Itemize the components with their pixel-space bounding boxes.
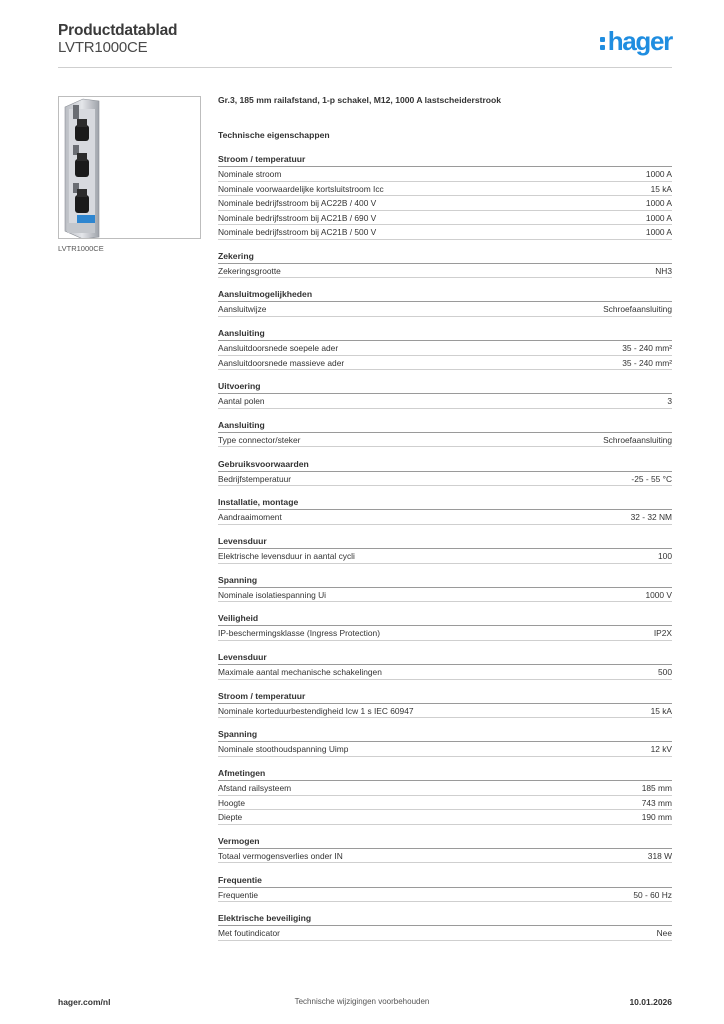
property-label: Aandraaimoment	[218, 512, 282, 523]
property-row	[218, 796, 672, 811]
property-row	[218, 665, 672, 680]
property-row	[218, 394, 672, 409]
property-row	[218, 211, 672, 226]
property-row	[218, 433, 672, 448]
property-label: Zekeringsgrootte	[218, 265, 281, 276]
property-label: Nominale isolatiespanning Ui	[218, 589, 327, 600]
group-title: Aansluitmogelijkheden	[218, 288, 672, 302]
property-value: 743 mm	[641, 797, 672, 808]
property-value: 15 kA	[650, 705, 672, 716]
property-groups	[218, 153, 672, 941]
property-value: NH3	[655, 265, 672, 276]
group-title: Aansluiting	[218, 327, 672, 341]
property-label: Frequentie	[218, 889, 259, 900]
property-label: Hoogte	[218, 797, 246, 808]
group-title: Aansluiting	[218, 419, 672, 433]
property-label: Maximale aantal mechanische schakelingen	[218, 667, 382, 678]
property-value: 185 mm	[641, 783, 672, 794]
property-value: 50 - 60 Hz	[633, 889, 672, 900]
group-title: Elektrische beveiliging	[218, 912, 672, 926]
fuse-switch-disconnector-strip-icon	[59, 97, 201, 239]
property-label: Type connector/steker	[218, 434, 301, 445]
technical-properties-heading: Technische eigenschappen	[218, 130, 330, 140]
property-label: Aantal polen	[218, 396, 265, 407]
footer-date: 10.01.2026	[629, 997, 672, 1007]
footer-notice: Technische wijzigingen voorbehouden	[294, 997, 430, 1006]
property-value: 100	[658, 551, 672, 561]
logo-text: hager	[607, 26, 672, 56]
property-group	[218, 458, 672, 487]
property-row	[218, 356, 672, 371]
property-value: 32 - 32 NM	[630, 512, 672, 523]
hager-logo	[600, 26, 672, 56]
property-row	[218, 472, 672, 487]
property-group	[218, 612, 672, 641]
property-value: 35 - 240 mm²	[622, 343, 672, 354]
property-label: Nominale bedrijfsstroom bij AC21B / 500 V	[218, 227, 377, 237]
property-row	[218, 926, 672, 941]
property-row	[218, 742, 672, 757]
property-value: 1000 V	[645, 589, 672, 600]
group-title: Frequentie	[218, 874, 672, 888]
property-label: Nominale bedrijfsstroom bij AC21B / 690 V	[218, 212, 377, 223]
footer-website-link[interactable]: hager.com/nl	[58, 997, 111, 1007]
group-title: Installatie, montage	[218, 496, 672, 510]
property-group	[218, 767, 672, 825]
property-label: Elektrische levensduur in aantal cycli	[218, 551, 355, 561]
property-group	[218, 153, 672, 240]
property-label: Met foutindicator	[218, 928, 280, 939]
property-label: Diepte	[218, 812, 243, 823]
product-caption: LVTR1000CE	[58, 244, 104, 253]
property-value: 318 W	[647, 850, 672, 861]
property-row	[218, 588, 672, 603]
property-row	[218, 225, 672, 240]
property-value: 12 kV	[650, 744, 672, 755]
property-value: 500	[658, 667, 672, 678]
property-row	[218, 510, 672, 525]
property-value: Schroefaansluiting	[603, 304, 672, 315]
property-group	[218, 835, 672, 864]
datasheet-content	[218, 94, 672, 951]
property-label: Totaal vermogensverlies onder IN	[218, 850, 343, 861]
group-title: Levensduur	[218, 535, 672, 549]
page-header	[58, 22, 672, 68]
group-title: Uitvoering	[218, 380, 672, 394]
property-group	[218, 288, 672, 317]
property-group	[218, 496, 672, 525]
property-group	[218, 574, 672, 603]
group-title: Gebruiksvoorwaarden	[218, 458, 672, 472]
property-value: 1000 A	[645, 198, 672, 208]
property-value: -25 - 55 °C	[631, 473, 672, 484]
document-title: Productdatablad	[58, 22, 178, 39]
property-row	[218, 888, 672, 903]
property-label: Nominale bedrijfsstroom bij AC22B / 400 V	[218, 198, 377, 208]
property-row	[218, 849, 672, 864]
logo-dots-icon	[600, 35, 607, 51]
property-row	[218, 810, 672, 825]
property-value: Nee	[656, 928, 672, 939]
property-group	[218, 419, 672, 448]
property-group	[218, 250, 672, 279]
group-title: Levensduur	[218, 651, 672, 665]
product-description: Gr.3, 185 mm railafstand, 1-p schakel, M12, 1000 A lastscheiderstrook	[218, 95, 502, 105]
group-title: Spanning	[218, 574, 672, 588]
property-value: 1000 A	[645, 227, 672, 237]
property-row	[218, 182, 672, 197]
property-group	[218, 912, 672, 941]
property-row	[218, 167, 672, 182]
property-group	[218, 651, 672, 680]
property-row	[218, 196, 672, 211]
property-value: 1000 A	[645, 212, 672, 223]
property-group	[218, 690, 672, 719]
property-label: Afstand railsysteem	[218, 783, 292, 794]
property-value: 1000 A	[645, 169, 672, 179]
property-value: 190 mm	[641, 812, 672, 823]
property-value: Schroefaansluiting	[603, 434, 672, 445]
property-group	[218, 327, 672, 370]
product-image	[58, 96, 201, 239]
property-label: Bedrijfstemperatuur	[218, 473, 292, 484]
property-row	[218, 704, 672, 719]
property-label: Aansluitdoorsnede massieve ader	[218, 357, 345, 368]
property-group	[218, 380, 672, 409]
product-reference: LVTR1000CE	[58, 39, 148, 56]
property-value: IP2X	[653, 628, 672, 639]
property-group	[218, 728, 672, 757]
property-group	[218, 874, 672, 903]
property-group	[218, 535, 672, 564]
property-row	[218, 549, 672, 564]
property-label: Nominale korteduurbestendigheid Icw 1 s IEC 60947	[218, 705, 414, 716]
property-row	[218, 264, 672, 279]
group-title: Veiligheid	[218, 612, 672, 626]
group-title: Spanning	[218, 728, 672, 742]
property-row	[218, 626, 672, 641]
property-label: Aansluitwijze	[218, 304, 267, 315]
property-row	[218, 302, 672, 317]
group-title: Afmetingen	[218, 767, 672, 781]
property-row	[218, 341, 672, 356]
property-label: Nominale stroom	[218, 169, 282, 179]
property-row	[218, 781, 672, 796]
property-value: 35 - 240 mm²	[622, 357, 672, 368]
group-title: Stroom / temperatuur	[218, 153, 672, 167]
property-value: 15 kA	[650, 183, 672, 194]
property-value: 3	[667, 396, 672, 407]
group-title: Vermogen	[218, 835, 672, 849]
property-label: Nominale stoothoudspanning Uimp	[218, 744, 349, 755]
property-label: Aansluitdoorsnede soepele ader	[218, 343, 339, 354]
group-title: Stroom / temperatuur	[218, 690, 672, 704]
group-title: Zekering	[218, 250, 672, 264]
property-label: Nominale voorwaardelijke kortsluitstroom Icc	[218, 183, 384, 194]
property-label: IP-beschermingsklasse (Ingress Protection)	[218, 628, 380, 639]
